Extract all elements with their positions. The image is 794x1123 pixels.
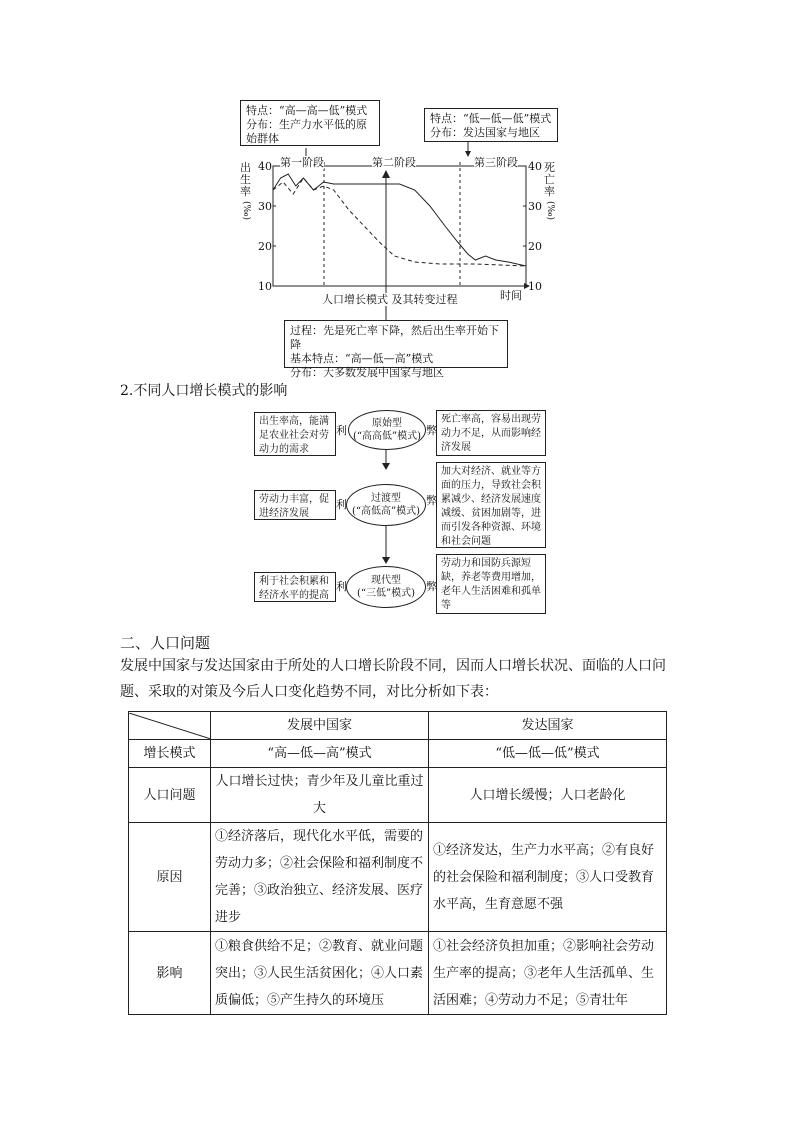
pro-text-transition: 劳动力丰富，促进经济发展	[259, 494, 329, 519]
con-box-modern	[436, 554, 546, 614]
node-modern	[346, 566, 426, 608]
stage2-label: 第二阶段	[372, 156, 416, 169]
con-text-transition: 加大对经济、就业等方面的压力，导致社会积累减少、经济发展速度减缓、贫困加剧等，进而引发各种资源、环境和社会问题	[441, 466, 541, 547]
table-header-row	[129, 712, 667, 740]
node-modern-name: 现代型	[371, 575, 401, 586]
graph-caption: 人口增长模式 及其转变过程	[322, 293, 458, 306]
arrowhead-primitive-transition	[382, 463, 390, 470]
con-tag-modern: 弊	[426, 580, 437, 593]
con-text-modern: 劳动力和国防兵源短缺，养老等费用增加，老年人生活困难和孤单等	[441, 558, 541, 611]
table-corner-cell	[129, 712, 211, 740]
box-transition-model	[284, 320, 508, 379]
cell-developing: “高—低—高”模式	[211, 740, 429, 768]
comparison-table	[128, 711, 667, 1015]
section-heading: 二、人口问题	[120, 634, 211, 652]
con-box-primitive	[436, 410, 546, 456]
death-rate-line	[273, 178, 526, 266]
box-primitive-model	[240, 100, 380, 146]
pro-box-transition	[254, 490, 336, 520]
arrowhead-right-box	[465, 151, 471, 157]
table-row	[129, 932, 667, 1015]
cell-developing: 人口增长过快；青少年及儿童比重过大	[211, 768, 429, 823]
box-modern-model	[424, 108, 558, 142]
box-primitive-line1: 特点：“高—高—低”模式	[246, 104, 368, 117]
node-primitive	[348, 410, 426, 450]
tick-right-20: 20	[528, 240, 542, 253]
con-box-transition	[436, 462, 546, 548]
left-axis-unit: (‰)	[241, 200, 252, 221]
node-transition-model: (“高低高”模式)	[351, 506, 421, 517]
row-label: 人口问题	[129, 768, 211, 823]
node-modern-model: (“三低”模式)	[356, 588, 416, 599]
cell-developing: ①粮食供给不足；②教育、就业问题突出；③人民生活贫困化；④人口素质偏低；⑤产生持久的环境压	[211, 932, 429, 1015]
arrowhead-transition-modern	[382, 557, 390, 564]
con-tag-transition: 弊	[426, 494, 437, 507]
pro-tag-transition: 利	[336, 498, 347, 511]
intro-paragraph: 发展中国家与发达国家由于所处的人口增长阶段不同，因而人口增长状况、面临的人口问题、采取的对策及今后人口变化趋势不同，对比分析如下表：	[120, 658, 666, 700]
table-row	[129, 823, 667, 932]
cell-developed: “低—低—低”模式	[429, 740, 667, 768]
stage3-label: 第三阶段	[474, 156, 518, 169]
row-label: 增长模式	[129, 740, 211, 768]
box-transition-line1: 过程：先是死亡率下降，然后出生率开始下降	[290, 324, 499, 351]
node-primitive-name: 原始型	[372, 418, 402, 429]
node-transition	[346, 484, 426, 526]
pro-box-primitive	[254, 412, 336, 456]
box-modern-line2: 分布：发达国家与地区	[430, 126, 540, 139]
tick-left-20: 20	[258, 240, 272, 253]
right-axis-unit: (‰)	[545, 200, 556, 221]
tick-right-40: 40	[528, 160, 542, 173]
box-transition-line3: 分布：大多数发展中国家与地区	[290, 366, 444, 379]
node-transition-name: 过渡型	[371, 493, 401, 504]
cell-developed: 人口增长缓慢；人口老龄化	[429, 768, 667, 823]
table-row	[129, 740, 667, 768]
row-label: 影响	[129, 932, 211, 1015]
tick-left-40: 40	[258, 160, 272, 173]
impact-diagram	[250, 408, 550, 618]
pro-text-modern: 利于社会积累和经济水平的提高	[259, 576, 329, 601]
con-text-primitive: 死亡率高，容易出现劳动力不足，从而影响经济发展	[441, 414, 541, 453]
right-axis-label: 死亡率	[544, 161, 555, 198]
tick-right-10: 10	[528, 280, 542, 293]
header-developing: 发展中国家	[211, 712, 429, 740]
tick-left-30: 30	[258, 200, 272, 213]
box-transition-line2: 基本特点：“高—低—高”模式	[290, 352, 434, 365]
population-model-graph	[230, 96, 570, 379]
con-tag-primitive: 弊	[426, 424, 437, 437]
box-primitive-line2: 分布：生产力水平低的原	[246, 118, 367, 131]
cell-developed: ①社会经济负担加重；②影响社会劳动生产率的提高；③老年人生活孤单、生活困难；④劳动力不足；⑤青壮年	[429, 932, 667, 1015]
header-developed: 发达国家	[429, 712, 667, 740]
node-primitive-model: (“高高低”模式)	[352, 431, 422, 442]
pro-tag-modern: 利	[336, 580, 347, 593]
cell-developed: ①经济发达，生产力水平高；②有良好的社会保险和福利制度；③人口受教育水平高，生育意愿不强	[429, 823, 667, 932]
tick-right-30: 30	[528, 200, 542, 213]
left-axis-label: 出生率	[240, 161, 251, 198]
cell-developing: ①经济落后，现代化水平低，需要的劳动力多；②社会保险和福利制度不完善；③政治独立、经济发展、医疗进步	[211, 823, 429, 932]
box-modern-line1: 特点：“低—低—低”模式	[430, 112, 552, 125]
box-primitive-line3: 始群体	[246, 132, 279, 145]
birth-rate-line	[273, 174, 526, 266]
x-axis-label: 时间	[500, 289, 522, 302]
stage1-label: 第一阶段	[280, 156, 324, 169]
section2-title: 2.不同人口增长模式的影响	[120, 383, 288, 399]
pro-tag-primitive: 利	[336, 424, 347, 437]
corner-diagonal	[129, 713, 211, 739]
pro-box-modern	[254, 572, 336, 602]
pro-text-primitive: 出生率高，能满足农业社会对劳动力的需求	[259, 416, 329, 455]
table-row	[129, 768, 667, 823]
tick-left-10: 10	[258, 280, 272, 293]
row-label: 原因	[129, 823, 211, 932]
center-arrowhead	[382, 170, 390, 178]
